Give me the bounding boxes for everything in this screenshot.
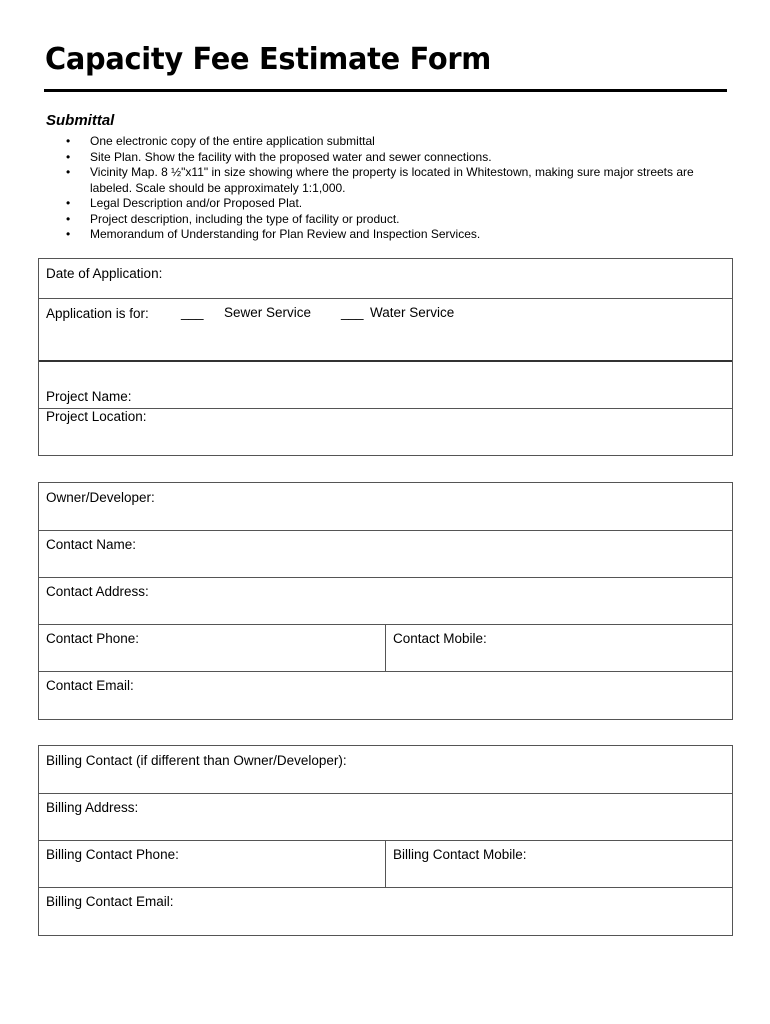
bullet-icon: •: [66, 165, 71, 179]
project-location-field[interactable]: [39, 402, 732, 454]
contact-mobile-field[interactable]: [386, 624, 732, 671]
list-item-text: Site Plan. Show the facility with the proposed water and sewer connections.: [90, 149, 492, 164]
contact-mobile-label: Contact Mobile:: [393, 631, 487, 646]
project-name-label: Project Name:: [46, 389, 132, 404]
sewer-service-label: Sewer Service: [224, 305, 312, 320]
list-item-text: Vicinity Map. 8 ½"x11" in size showing where the property is located in Whitestown, making sure major streets are labeled. Scale should be approximately 1:1,000.: [90, 165, 694, 195]
owner-developer-label: Owner/Developer:: [46, 490, 155, 505]
form-title: Capacity Fee Estimate Form: [45, 42, 491, 77]
contact-email-field[interactable]: [39, 671, 732, 719]
billing-email-field[interactable]: [39, 887, 732, 935]
bullet-icon: •: [66, 211, 71, 226]
owner-box: [38, 482, 733, 720]
bullet-icon: •: [66, 134, 71, 148]
list-item: [60, 134, 725, 150]
billing-box: [38, 745, 733, 936]
application-for-label: Application is for:: [46, 306, 149, 321]
contact-name-field[interactable]: [39, 530, 732, 577]
billing-contact-label: Billing Contact (if different than Owner/Developer):: [46, 753, 347, 768]
billing-address-label: Billing Address:: [46, 800, 139, 815]
date-of-application-field[interactable]: [39, 259, 732, 299]
billing-phone-label: Billing Contact Phone:: [46, 847, 179, 862]
contact-name-label: Contact Name:: [46, 537, 137, 552]
list-item: [60, 196, 725, 212]
billing-phone-field[interactable]: [39, 840, 386, 887]
water-service-checkbox[interactable]: ___: [341, 305, 364, 320]
submittal-list: [60, 134, 725, 243]
list-item-text: Memorandum of Understanding for Plan Review and Inspection Services.: [90, 227, 481, 241]
list-item-text: One electronic copy of the entire application submittal: [90, 134, 375, 148]
list-item: [60, 227, 725, 243]
billing-mobile-label: Billing Contact Mobile:: [393, 847, 527, 862]
contact-email-label: Contact Email:: [46, 678, 134, 693]
billing-address-field[interactable]: [39, 793, 732, 840]
list-item: [60, 150, 725, 166]
submittal-heading: Submittal: [46, 112, 115, 129]
list-item: [60, 212, 725, 228]
bullet-icon: •: [66, 149, 71, 164]
title-rule: [44, 89, 727, 92]
list-item: [60, 165, 725, 196]
list-item-text: Legal Description and/or Proposed Plat.: [90, 196, 303, 210]
bullet-icon: •: [66, 227, 71, 241]
sewer-service-checkbox[interactable]: ___: [181, 305, 204, 320]
billing-email-label: Billing Contact Email:: [46, 894, 174, 909]
date-of-application-label: Date of Application:: [46, 266, 163, 281]
contact-address-label: Contact Address:: [46, 584, 149, 599]
contact-address-field[interactable]: [39, 577, 732, 624]
divider: [39, 360, 732, 362]
contact-phone-label: Contact Phone:: [46, 631, 140, 646]
water-service-label: Water Service: [370, 305, 455, 320]
contact-phone-field[interactable]: [39, 624, 386, 671]
bullet-icon: •: [66, 196, 71, 210]
list-item-text: Project description, including the type of facility or product.: [90, 211, 400, 226]
billing-contact-field[interactable]: [39, 746, 732, 793]
owner-developer-field[interactable]: [39, 483, 732, 530]
billing-mobile-field[interactable]: [386, 840, 732, 887]
project-location-label: Project Location:: [46, 409, 147, 424]
application-box: [38, 258, 733, 456]
